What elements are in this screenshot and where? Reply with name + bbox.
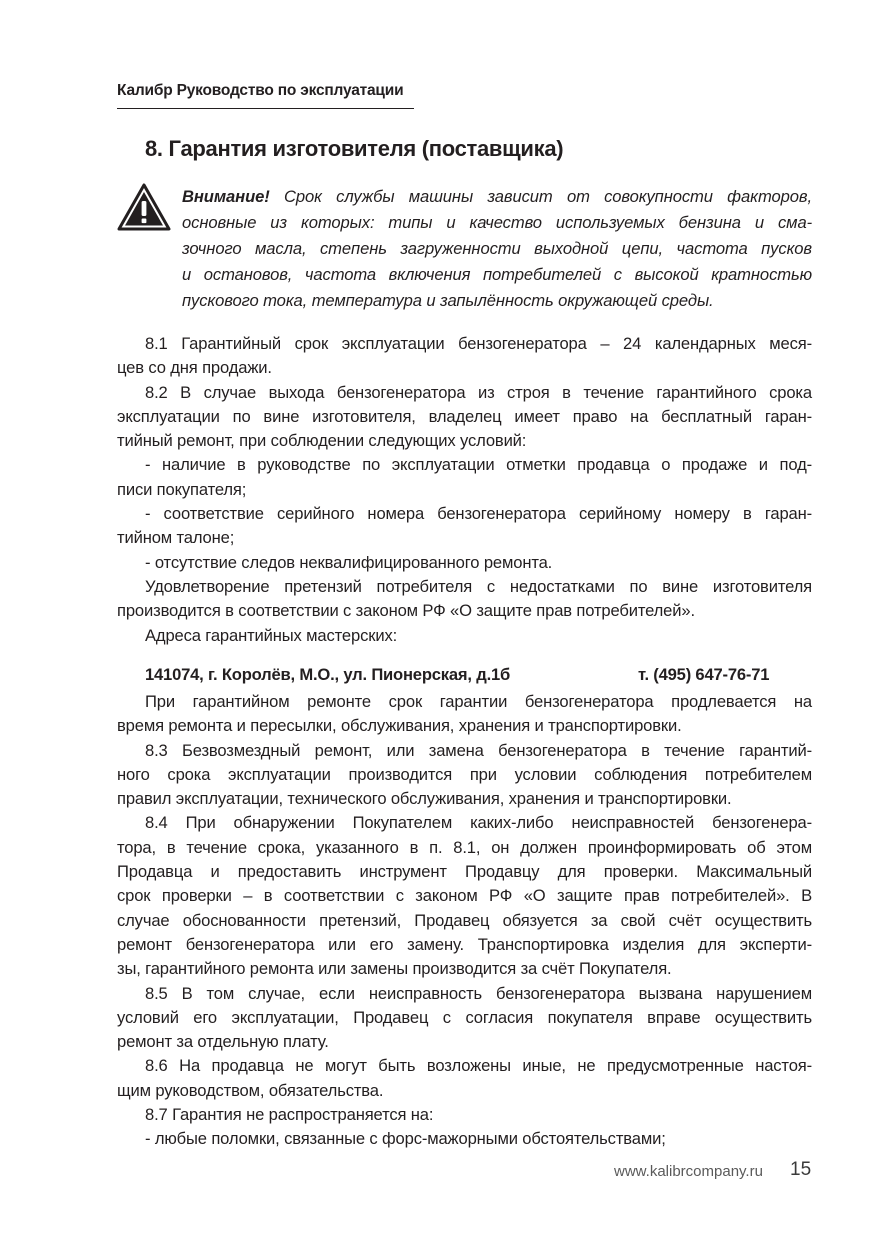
text-line: условий его эксплуатации, Продавец с согласия покупателя вправе осуществить bbox=[117, 1007, 812, 1027]
text-line: 8.6 На продавца не могут быть возложены иные, не предусмотренные настоя- bbox=[145, 1056, 812, 1076]
warning-line: и остановов, частота включения потребителей с высокой кратностью bbox=[182, 265, 812, 284]
text-line: - любые поломки, связанные с форс-мажорными обстоятельствами; bbox=[145, 1129, 666, 1149]
text-line: 8.1 Гарантийный срок эксплуатации бензогенератора – 24 календарных меся- bbox=[145, 334, 812, 353]
text-line: время ремонта и пересылки, обслуживания, хранения и транспортировки. bbox=[117, 716, 682, 736]
warning-lead: Внимание! bbox=[182, 187, 270, 206]
text-line: Адреса гарантийных мастерских: bbox=[145, 625, 398, 645]
text-line: зы, гарантийного ремонта или замены производится за счёт Покупателя. bbox=[117, 959, 672, 979]
text-line: - отсутствие следов неквалифицированного ремонта. bbox=[145, 552, 553, 572]
warning-line: Внимание! Срок службы машины зависит от совокупности факторов, bbox=[182, 187, 812, 206]
address-text: 141074, г. Королёв, М.О., ул. Пионерская, д.1б bbox=[145, 665, 511, 684]
text-line: эксплуатации по вине изготовителя, владелец имеет право на бесплатный гаран- bbox=[117, 406, 812, 426]
text-line: тора, в течение срока, указанного в п. 8.1, он должен проинформировать об этом bbox=[117, 837, 812, 857]
text-line: тийный ремонт, при соблюдении следующих условий: bbox=[117, 431, 527, 451]
text-line: Продавца и предоставить инструмент Продавцу для проверки. Максимальный bbox=[117, 862, 812, 882]
text-line: правил эксплуатации, технического обслуживания, хранения и транспортировки. bbox=[117, 789, 732, 809]
text-line: тийном талоне; bbox=[117, 528, 235, 548]
text-line: ремонт бензогенератора или его замену. Транспортировка изделия для эксперти- bbox=[117, 934, 812, 954]
service-center-address bbox=[145, 665, 812, 685]
warning-note bbox=[182, 184, 812, 314]
footer-website: www.kalibrcompany.ru bbox=[614, 1163, 763, 1180]
text-line: - наличие в руководстве по эксплуатации отметки продавца о продаже и под- bbox=[145, 455, 812, 475]
header-rule bbox=[117, 108, 414, 109]
warranty-terms-block bbox=[117, 332, 812, 648]
warning-triangle-icon bbox=[117, 183, 171, 231]
warning-line: пускового тока, температура и запылённость окружающей среды. bbox=[182, 291, 714, 310]
text-line: - соответствие серийного номера бензогенератора серийному номеру в гаран- bbox=[145, 504, 812, 524]
address-phone: т. (495) 647-76-71 bbox=[638, 665, 770, 684]
text-line: 8.2 В случае выхода бензогенератора из строя в течение гарантийного срока bbox=[145, 382, 812, 402]
warning-line: основные из которых: типы и качество используемых бензина и сма- bbox=[182, 213, 812, 232]
text-line: цев со дня продажи. bbox=[117, 358, 272, 378]
text-line: писи покупателя; bbox=[117, 479, 247, 499]
warning-line: зочного масла, степень загруженности выходной цепи, частота пусков bbox=[182, 239, 812, 258]
text-line: щим руководством, обязательства. bbox=[117, 1080, 384, 1100]
text-line: ного срока эксплуатации производится при условии соблюдения потребителем bbox=[117, 764, 812, 784]
section-title: 8. Гарантия изготовителя (поставщика) bbox=[145, 136, 564, 161]
text-line: случае обоснованности претензий, Продавец обязуется за свой счёт осуществить bbox=[117, 910, 812, 930]
text-line: Удовлетворение претензий потребителя с недостатками по вине изготовителя bbox=[145, 576, 812, 596]
page-number: 15 bbox=[790, 1159, 812, 1180]
text-line: 8.7 Гарантия не распространяется на: bbox=[145, 1105, 434, 1125]
running-header: Калибр Руководство по эксплуатации bbox=[117, 82, 404, 99]
text-line: 8.3 Безвозмездный ремонт, или замена бензогенератора в течение гарантий- bbox=[145, 740, 812, 760]
text-line: 8.5 В том случае, если неисправность бензогенератора вызвана нарушением bbox=[145, 983, 812, 1003]
text-line: производится в соответствии с законом РФ «О защите прав потребителей». bbox=[117, 601, 695, 621]
warranty-details-block bbox=[117, 690, 812, 1152]
text-line: При гарантийном ремонте срок гарантии бензогенератора продлевается на bbox=[145, 692, 812, 711]
text-line: ремонт за отдельную плату. bbox=[117, 1032, 329, 1052]
text-line: 8.4 При обнаружении Покупателем каких-либо неисправностей бензогенера- bbox=[145, 813, 812, 833]
text-line: срок проверки – в соответствии с законом РФ «О защите прав потребителей». В bbox=[117, 886, 812, 906]
